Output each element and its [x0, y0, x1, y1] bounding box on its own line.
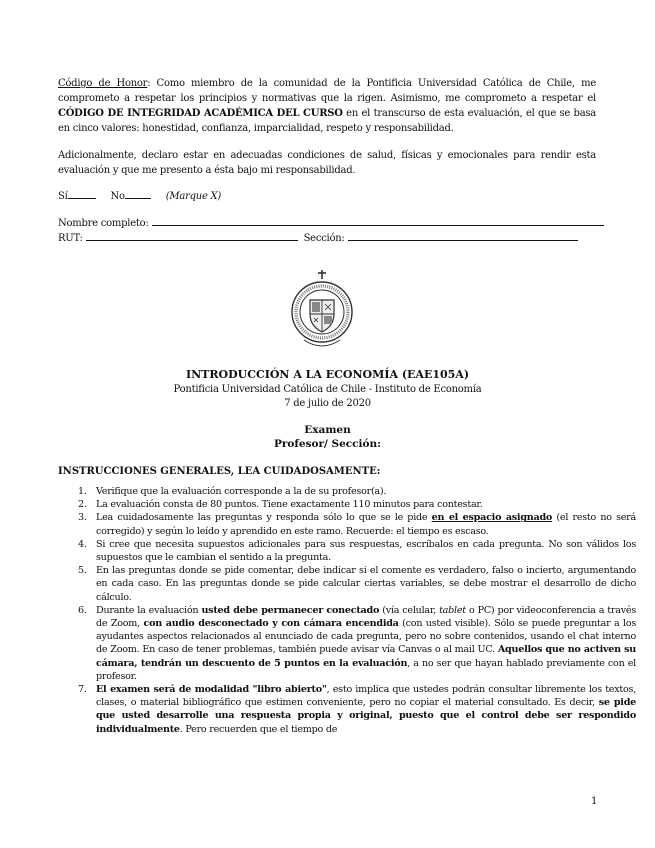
yes-label: Sí [58, 191, 68, 202]
health-declaration: Adicionalmente, declaro estar en adecuadas condiciones de salud, físicas y emocionales para rendir esta evaluación y que me presento a ésta bajo mi responsabilidad. [58, 150, 596, 176]
yes-no-row [58, 188, 221, 204]
instruction-item: 1. Verifique que la evaluación corresponde a la de su profesor(a). [78, 486, 387, 497]
page-number: 1 [591, 796, 598, 807]
name-label: Nombre completo: [58, 218, 149, 229]
assigned-space-emphasis: en el espacio asignado [431, 512, 553, 524]
no-blank[interactable] [125, 188, 151, 199]
rut-row [58, 230, 578, 246]
section-label: Sección: [303, 233, 345, 244]
name-field[interactable] [152, 215, 604, 226]
professor-section-label: Profesor/ Sección: [273, 438, 382, 450]
instruction-item: 3. Lea cuidadosamente las preguntas y responda sólo lo que se le pide en el espacio asignado (el resto no será corregido) y según lo leído y aprendido en este ramo. Recuerde: el tiempo es escaso. [78, 512, 636, 537]
instruction-item: 2. La evaluación consta de 80 puntos. Tiene exactamente 110 minutos para contestar. [78, 499, 483, 511]
university-seal [290, 270, 354, 354]
course-title: INTRODUCCIÓN A LA ECONOMÍA (EAE105A) [185, 368, 470, 381]
integrity-code-name: CÓDIGO DE INTEGRIDAD ACADÉMICA DEL CURSO [58, 108, 343, 119]
honor-code-heading: Código de Honor [58, 78, 148, 89]
instruction-item: 4. Si cree que necesita supuestos adicionales para sus respuestas, escríbalos en cada pregunta. No son válidos los supuestos que le cambian el sentido a la pregunta. [78, 538, 636, 564]
honor-code-text-2: en el transcurso de esta evaluación, el que se basa en cinco valores: honestidad, confianza, imparcialidad, respeto y responsabilidad. [58, 108, 596, 134]
rut-field[interactable] [86, 230, 298, 241]
name-row [58, 215, 604, 231]
instruction-item: 6. Durante la evaluación usted debe permanecer conectado (vía celular, tablet o PC) por videoconferencia a través de Zoom, con audio desconectado y con cámara encendida (con usted visible). Sólo se puede preguntar a los ayudantes aspectos relacionados al enunciado de cada pregunta, pero no sobre contenidos, usando el chat interno de Zoom. En caso de tener problemas, también puede avisar vía Canvas o al mail UC. Aquellos que no activen su cámara, tendrán un descuento de 5 puntos en la evaluación, a no ser que hayan hablado previamente con el profesor. [78, 604, 636, 682]
instruction-item: 7. El examen será de modalidad "libro abierto", esto implica que ustedes podrán consultar libremente los textos, clases, o material bibliográfico que estimen conveniente, pero no copiar el material consultado. Es decir, se pide que usted desarrolle una respuesta propia y original, puesto que el control debe ser respondido individualmente. Pero recuerden que el tiempo de [78, 684, 637, 735]
university-seal-icon [290, 270, 354, 354]
yes-blank[interactable] [68, 188, 96, 199]
honor-code-text-1: : Como miembro de la comunidad de la Pontificia Universidad Católica de Chile, me comprometo a respetar los principios y normativas que la rigen. Asimismo, me comprometo a respetar el [58, 78, 596, 104]
instruction-item: 5. En las preguntas donde se pide comentar, debe indicar si el comente es verdadero, falso o incierto, argumentando en cada caso. En las preguntas donde se pide calcular ciertas variables, se debe mostrar el desarrollo de dicho cálculo. [78, 565, 636, 603]
mark-hint: (Marque X) [165, 191, 222, 202]
honor-code-paragraph [58, 76, 596, 136]
no-label: No [110, 191, 125, 202]
exam-date: 7 de julio de 2020 [284, 398, 371, 409]
section-field[interactable] [348, 230, 578, 241]
institution-subtitle: Pontificia Universidad Católica de Chile - Instituto de Economía [173, 384, 482, 395]
rut-label: RUT: [58, 233, 83, 244]
instructions-title: INSTRUCCIONES GENERALES, LEA CUIDADOSAMENTE: [58, 466, 381, 477]
instructions-list [58, 485, 636, 736]
exam-label: Examen [304, 424, 351, 436]
